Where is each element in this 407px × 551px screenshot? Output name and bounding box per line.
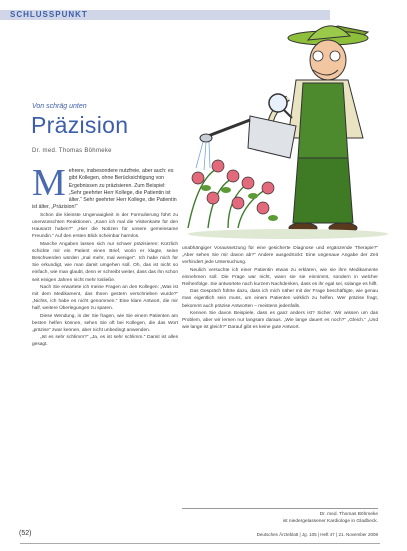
article-title: Präzision [31,112,129,138]
lead-paragraph [32,162,178,212]
journal-citation: Deutsches Ärzteblatt | Jg. 105 | Heft 47 | 21. November 2008 [256,532,378,537]
body-paragraph: „Ist es sehr schlimm?“ „Ja, es ist sehr schlimm.“ Damit ist alles gesagt. [32,335,178,348]
body-paragraph: unabhängiger Voraussetzung für eine gesicherte Diagnose und ergänzende Therapie?“ „Aber sehen Sie mir davon ab?“ Andere ausgedrückt: Eine ungenaue Angabe der Zeit verhindert jede Untersuchung. [182,246,378,266]
signature-role: ist niedergelassener Kardiologe in Gladbeck. [282,519,378,524]
lead-text: ehrere, insbesondere nutzfreie, aber auch: es gibt Kollegen, ohne Berücksichtigung von Ergebnissen zu präzisieren. Zum Beispiel: „Sehr geehrter Herr Kollege, die Patientin ist älter.“ Sehr geehrter Herr Kollege, die Patientin ist älter, „Präzision!“ [32,168,177,211]
signature-name: Dr. med. Thomas Böhmeke [319,512,378,517]
watering-can [196,116,296,170]
article-kicker: Von schräg unten [32,103,87,110]
body-paragraph: Manche Angaben lassen sich nur schwer präzisieren: Kürzlich schickte mir ein Patient einen Brief, worin er klagte, seine Beschwerden würden „mal mehr, mal weniger“. Ich habe mich für Sie erkundigt, wie man damit umgehen soll. Oh, das ist nicht so einfach, wie man glaubt, denn er schreibt weiter, dass das ihn schon seit einigen Jahren nicht mehr losließe. [32,241,178,283]
page-number: (52) [19,530,32,537]
body-paragraph: Kennen Sie davon Beispiele, dass es ganz anders ist? Sicher. Wir wissen um das Problem, aber wir lernen nur langsam daraus. „Wie lange dauert es noch?“ „Gleich.“ „Und wie lange ist gleich?“ Darauf gibt es keine gute Antwort. [182,310,378,331]
body-paragraph: Diese Wendung, in der Sie fragen, wie Sie einem Patienten am besten helfen können, sehen Sie oft bei Kollegen, die das Wort „präzise“ zwar kennen, aber nicht unbedingt anwenden. [32,313,178,334]
dropcap: M [32,162,66,204]
body-paragraph: Neulich versuchte ich einer Patientin etwas zu erklären, wie sie ihre Medikamente einnehmen soll. Die Frage war nicht, wann sie sie einnimmt, sondern in welcher Reihenfolge. Sie antwortete nach kurzem Nachdenken, dass es ihr egal sei, solange es hilft. [182,267,378,288]
rose-bush [188,160,278,228]
right-column [182,245,378,331]
body-paragraph: Schon die kleinste Ungenauigkeit in der Formulierung führt zu unerwünschten Reaktionen. „Kann ich mal die Visitenkarte für den Hausarzt haben?“ „Hier die Notizen für unsere gemeinsame Freundin.“ Auf den ersten Blick scheinbar harmlos. [32,212,178,240]
section-label: SCHLUSSPUNKT [10,10,88,19]
left-column [32,162,178,349]
body-paragraph: Nach Sie erwartete ich meine Fragen an den Kollegen: „Was ist mit dem Medikament, das Ihnen gestern verschrieben wurde?“ „Nichts, ich habe es nicht genommen.“ Eine klare Antwort, die mir half, weitere Überlegungen zu sparen. [32,284,178,312]
body-paragraph: Das Gespräch führte dazu, dass ich mich näher mit der Frage beschäftigte, wie genau man eigentlich sein muss, um einem Patienten wirklich zu helfen. Wer präzise fragt, bekommt auch präzise Antworten – meistens jedenfalls. [182,289,378,309]
article-author: Dr. med. Thomas Böhmeke [32,148,112,154]
signature-divider [182,508,378,509]
cartoon-illustration [178,8,396,240]
footer-divider [20,543,380,544]
